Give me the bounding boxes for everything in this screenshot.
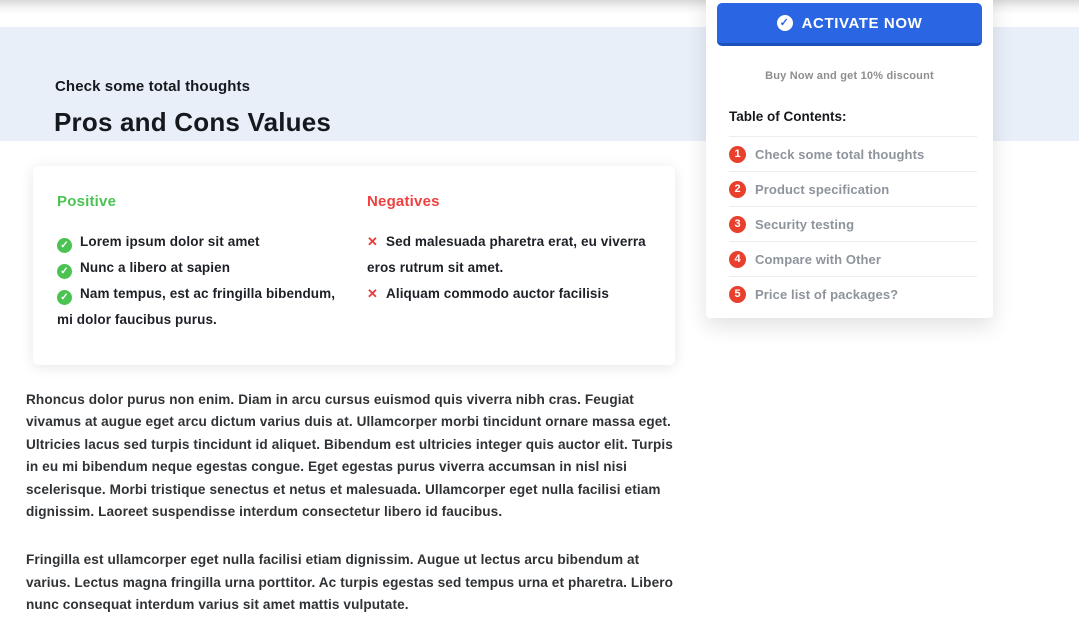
activate-now-label: ACTIVATE NOW	[801, 14, 923, 32]
toc-heading: Table of Contents:	[729, 109, 847, 124]
sidebar-card	[706, 0, 993, 318]
negatives-heading: Negatives	[367, 193, 440, 210]
check-circle-icon: ✓	[57, 264, 72, 279]
toc-item-label: Compare with Other	[755, 251, 882, 267]
check-circle-icon: ✓	[57, 238, 72, 253]
toc-number-badge: 3	[729, 216, 746, 233]
article-paragraph: Fringilla est ullamcorper eget nulla facilisi etiam dignissim. Augue ut lectus arcu bibendum at varius. Lectus magna fringilla urna porttitor. Ac turpis egestas sed tempus urna et pharetra. Libero nunc consequat interdum varius sit amet mattis vulputate.	[26, 552, 674, 613]
article-paragraph: Rhoncus dolor purus non enim. Diam in arcu cursus euismod quis viverra nibh cras. Feugiat vivamus at augue eget arcu dictum varius duis at. Ullamcorper morbi tincidunt ornare massa eget. Ultricies lacus sed turpis tincidunt id aliquet. Bibendum est ultricies integer quis auctor elit. Turpis in eu mi bibendum neque egestas congue. Eget egestas purus viverra accumsan in nisl nisi scelerisque. Morbi tristique senectus et netus et malesuada. Ullamcorper eget nulla facilisi etiam dignissim. Laoreet suspendisse interdum consectetur libero id faucibus.	[26, 392, 673, 520]
pros-cons-grid	[57, 193, 651, 333]
promo-text: Buy Now and get 10% discount	[765, 70, 934, 82]
positive-column	[57, 193, 341, 333]
toc-item-label: Security testing	[755, 216, 855, 232]
positive-list	[57, 229, 341, 333]
toc-item-label: Check some total thoughts	[755, 146, 925, 162]
positive-item	[57, 229, 341, 255]
cross-icon: ✕	[367, 234, 378, 249]
section-kicker: Check some total thoughts	[55, 78, 251, 95]
positive-item-text: Nam tempus, est ac fringilla bibendum, mi dolor faucibus purus.	[57, 286, 336, 327]
toc-item-compare-with-other[interactable]	[729, 241, 977, 276]
negatives-list	[367, 229, 651, 307]
positive-item-text: Nunc a libero at sapien	[80, 260, 231, 275]
negative-item	[367, 281, 651, 307]
negative-item	[367, 229, 651, 281]
negative-item-text: Aliquam commodo auctor facilisis	[386, 286, 609, 301]
toc-list	[729, 136, 977, 311]
positive-item	[57, 255, 341, 281]
check-circle-icon: ✓	[777, 15, 793, 31]
toc-item-check-some-total-thoughts[interactable]	[729, 136, 977, 171]
toc-item-label: Product specification	[755, 181, 890, 197]
toc-number-badge: 1	[729, 146, 746, 163]
toc-number-badge: 2	[729, 181, 746, 198]
negative-item-text: Sed malesuada pharetra erat, eu viverra eros rutrum sit amet.	[367, 234, 646, 275]
cross-icon: ✕	[367, 286, 378, 301]
page-title: Pros and Cons Values	[54, 107, 332, 137]
positive-item-text: Lorem ipsum dolor sit amet	[80, 234, 260, 249]
toc-item-price-list-of-packages[interactable]	[729, 276, 977, 311]
pros-cons-card	[33, 166, 675, 365]
check-circle-icon: ✓	[57, 290, 72, 305]
positive-item	[57, 281, 341, 333]
toc-number-badge: 5	[729, 286, 746, 303]
activate-now-button[interactable]	[717, 3, 982, 46]
toc-item-product-specification[interactable]	[729, 171, 977, 206]
article-body	[26, 389, 676, 617]
toc-item-label: Price list of packages?	[755, 286, 899, 302]
negatives-column	[367, 193, 651, 333]
toc-number-badge: 4	[729, 251, 746, 268]
toc-item-security-testing[interactable]	[729, 206, 977, 241]
positive-heading: Positive	[57, 193, 117, 210]
